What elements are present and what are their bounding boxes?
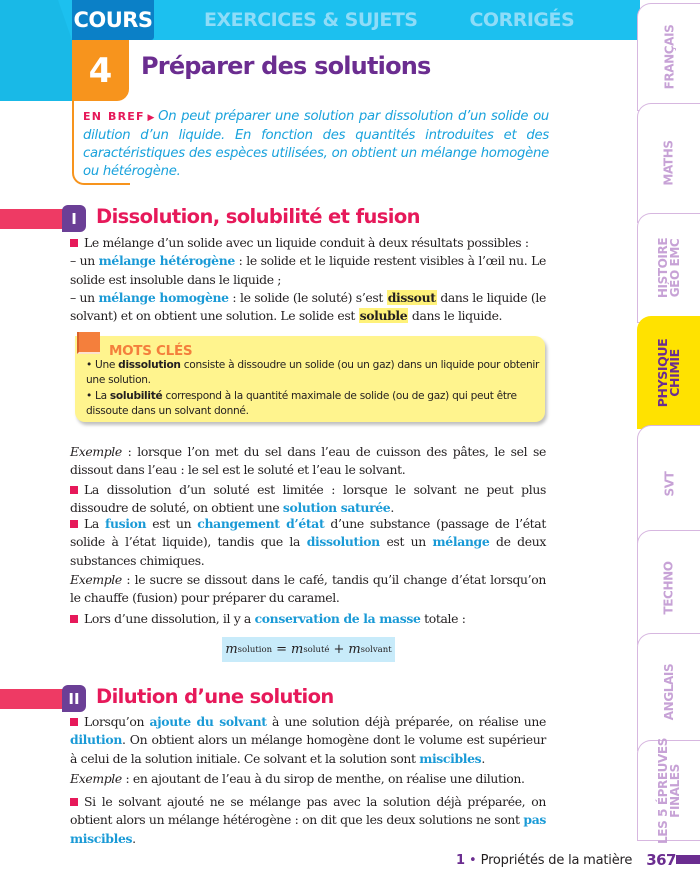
book-icon — [77, 332, 100, 354]
keyword: solution saturée — [282, 500, 391, 516]
example-3 — [70, 770, 546, 788]
text: : en ajoutant de l’eau à du sirop de menthe, on réalise une dilution. — [121, 771, 525, 786]
text: : le solide et le liquide restent visibles à l’œil nu. Le solide est insoluble dans le liquide ; — [70, 253, 547, 287]
header-banner-shade — [0, 0, 72, 101]
highlight: dissout — [387, 289, 436, 305]
subscript: solvant — [360, 644, 392, 655]
side-tab-svt[interactable] — [637, 425, 700, 543]
chapter-number-badge: 4 — [72, 40, 129, 101]
text: d’une substance (passage de l’état solide à l’état liquide), tandis que la — [70, 516, 546, 550]
mots-cles-text — [86, 358, 541, 420]
operator: = — [276, 642, 287, 657]
bullet-square-icon — [70, 615, 78, 623]
text: Lors d’une dissolution, il y a — [84, 611, 255, 626]
subscript: solution — [237, 644, 273, 655]
section-1-bar — [0, 209, 64, 229]
variable: m — [225, 642, 238, 657]
mots-cles-title: MOTS CLÉS — [109, 343, 193, 359]
footer-chapter-number: 1 — [455, 852, 465, 868]
keyword: conservation de la masse — [254, 611, 421, 626]
text: dans le liquide (le solvant) et on obtient une solution. Le solide est — [70, 289, 546, 324]
side-tab-epreuves-finales[interactable] — [637, 737, 700, 844]
section-1-paragraph-2 — [70, 481, 546, 518]
tab-corriges[interactable]: CORRIGÉS — [469, 9, 575, 31]
text: Le mélange d’un solide avec un liquide conduit à deux résultats possibles : — [84, 235, 529, 250]
page-number: 367 — [646, 851, 676, 869]
text: Si le solvant ajouté ne se mélange pas avec la solution déjà préparée, on obtient alors un mélange hétérogène : on dit que les deux solutions ne sont — [70, 794, 546, 828]
text: consiste à dissoudre un solide (ou un gaz) dans un liquide pour obtenir une solution. — [86, 359, 540, 387]
subscript: soluté — [303, 644, 330, 655]
text: • La — [86, 389, 110, 402]
en-bref-label: EN BREF — [83, 110, 145, 123]
example-1 — [70, 443, 546, 480]
text: . — [481, 750, 485, 766]
side-tab-techno[interactable] — [637, 530, 700, 645]
side-tab-label: LES 5 ÉPREUVES FINALES — [656, 737, 682, 844]
example-label: Exemple — [70, 444, 122, 459]
text: La dissolution d’un soluté est limitée : lorsque le solvant ne peut plus dissoudre de soluté, on obtient une — [70, 482, 546, 516]
side-tab-label: ANGLAIS — [661, 663, 676, 721]
text: correspond à la quantité maximale de solide (ou de gaz) qui peut être dissoute dans un solvant donné. — [86, 389, 517, 418]
text: La — [84, 516, 105, 531]
text: à une solution déjà préparée, on réalise une — [266, 714, 546, 729]
section-2-bar — [0, 689, 64, 709]
section-1-paragraph-3 — [70, 515, 546, 570]
variable: m — [290, 642, 304, 657]
side-tab-label: PHYSIQUE CHIMIE — [655, 338, 683, 407]
tab-exercices-sujets[interactable]: EXERCICES & SUJETS — [204, 9, 418, 31]
keyword: solubilité — [109, 389, 163, 402]
keyword: ajoute du solvant — [149, 714, 267, 729]
example-label: Exemple — [70, 572, 122, 587]
variable: m — [348, 642, 361, 657]
page-title: Préparer des solutions — [141, 52, 431, 80]
text: dans le liquide. — [408, 308, 503, 324]
keyword: mélange hétérogène — [98, 253, 235, 269]
text: • Une — [86, 359, 119, 371]
text: . — [390, 500, 394, 516]
section-1-paragraph-1 — [70, 234, 546, 325]
text: de deux substances chimiques. — [70, 534, 546, 568]
text: totale : — [420, 611, 466, 626]
section-1-paragraph-4 — [70, 610, 546, 628]
text: : le solide (le soluté) s’est — [228, 289, 387, 305]
text: : le sucre se dissout dans le café, tandis qu’il change d’état lorsqu’on le chauffe (fusion) pour préparer du caramel. — [70, 572, 546, 606]
keyword: pas miscibles — [70, 812, 546, 846]
keyword: changement d’état — [197, 516, 325, 531]
side-tab-label: TECHNO — [661, 560, 676, 615]
operator: + — [333, 642, 345, 657]
text: est un — [379, 534, 433, 550]
section-2-paragraph-1 — [70, 713, 546, 768]
text: : lorsque l’on met du sel dans l’eau de cuisson des pâtes, le sel se dissout dans l’eau : le sel est le soluté et l’eau le solvant. — [70, 444, 546, 478]
highlight: soluble — [359, 308, 408, 324]
mass-conservation-formula — [222, 637, 395, 662]
footer-chapter-name: Propriétés de la matière — [480, 852, 633, 868]
en-bref-text: On peut préparer une solution par dissolution d’un solide ou dilution d’un liquide. En fonction des quantités introduites et des caractéristiques des espèces utilisées, on obtient un mélange homogène ou hétérogène. — [83, 109, 549, 179]
text: Lorsqu’on — [84, 714, 150, 729]
top-tabs — [72, 0, 574, 40]
side-tab-label: FRANÇAIS — [662, 24, 676, 90]
bullet-square-icon — [70, 239, 78, 247]
text: . — [132, 830, 136, 846]
bullet-square-icon — [70, 718, 78, 726]
side-tab-label: HISTOIRE GÉO EMC — [656, 237, 682, 299]
keyword: dissolution — [118, 359, 181, 371]
en-bref-summary — [83, 108, 549, 181]
keyword: miscibles — [419, 750, 482, 766]
triangle-right-icon: ▶ — [146, 113, 156, 123]
side-tab-label: MATHS — [661, 140, 676, 186]
keyword: dissolution — [306, 534, 380, 550]
section-2-numeral: II — [62, 685, 86, 712]
side-tab-label: SVT — [661, 471, 676, 497]
bullet-square-icon — [70, 520, 78, 528]
bullet-square-icon — [70, 798, 78, 806]
side-tab-francais[interactable] — [637, 3, 700, 111]
section-1-numeral: I — [62, 205, 86, 232]
page-footer — [456, 851, 676, 869]
keyword: fusion — [105, 516, 147, 531]
side-tab-physique-chimie[interactable] — [637, 316, 700, 429]
footer-separator: • — [468, 852, 477, 868]
side-tab-anglais[interactable] — [637, 633, 700, 751]
section-2-title: Dilution d’une solution — [96, 685, 334, 708]
text: est un — [146, 516, 198, 531]
bullet-square-icon — [70, 486, 78, 494]
side-tab-histoire-geo-emc[interactable] — [637, 213, 700, 323]
footer-bar — [676, 855, 700, 864]
text: . On obtient alors un mélange homogène dont le volume est supérieur à celui de la solution initiale. Ce solvant et la solution sont — [70, 732, 546, 766]
keyword: mélange — [432, 534, 490, 550]
text: – un — [70, 289, 99, 305]
section-2-paragraph-2 — [70, 793, 546, 848]
tab-cours[interactable]: COURS — [72, 0, 154, 40]
example-2 — [70, 571, 546, 608]
section-1-title: Dissolution, solubilité et fusion — [96, 205, 420, 228]
keyword: mélange homogène — [98, 289, 229, 305]
example-label: Exemple — [70, 771, 122, 786]
keyword: dilution — [70, 732, 122, 748]
side-tab-maths[interactable] — [637, 103, 700, 223]
text: – un — [70, 253, 99, 269]
